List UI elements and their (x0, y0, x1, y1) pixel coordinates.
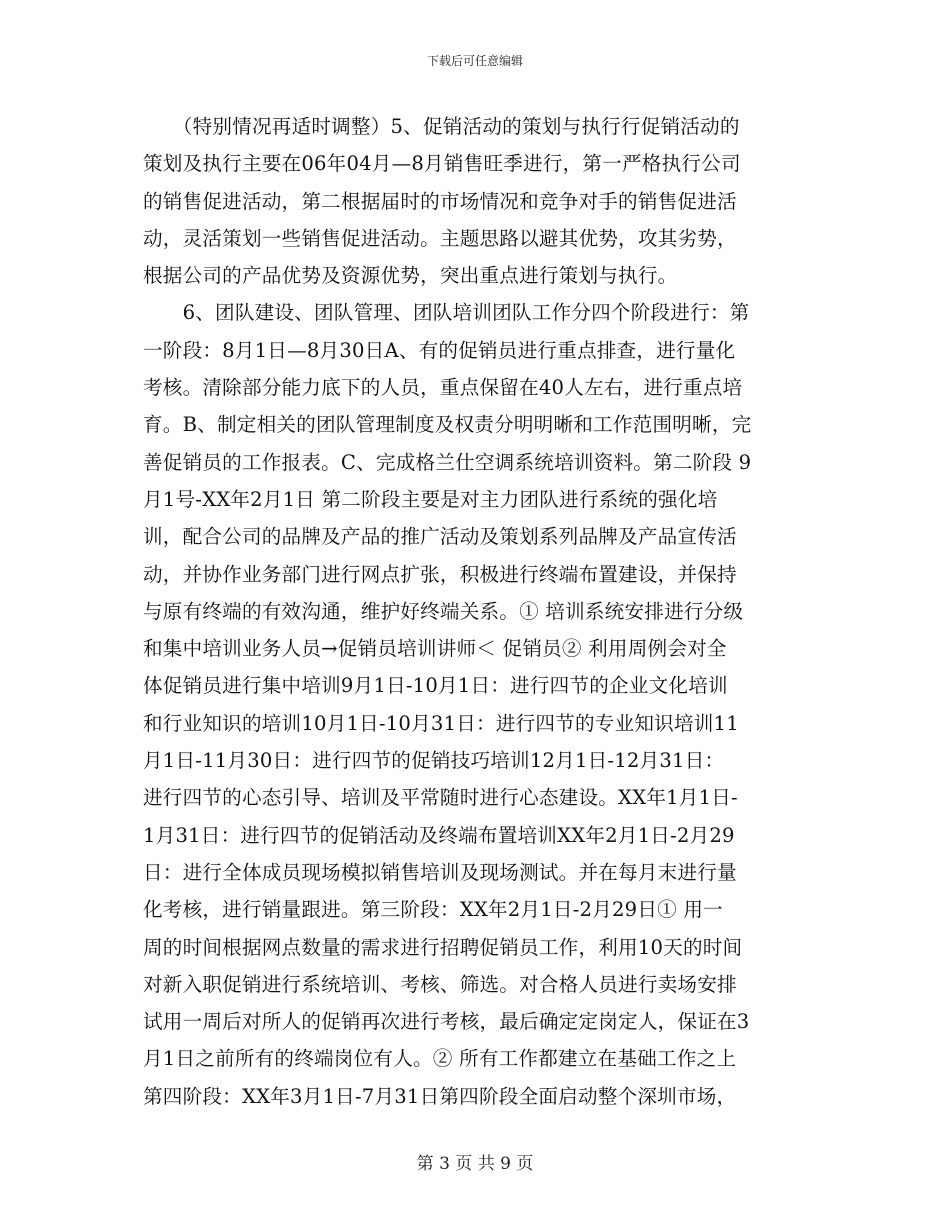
document-body (143, 108, 813, 1115)
text-line: 训，配合公司的品牌及产品的推广活动及策划系列品牌及产品宣传活 (143, 525, 737, 549)
text-line: 对新入职促销进行系统培训、考核、筛选。对合格人员进行卖场安排 (143, 972, 737, 996)
text-line: 试用一周后对所人的促销再次进行考核，最后确定定岗定人，保证在3 (143, 1010, 750, 1034)
text-line: 6、团队建设、团队管理、团队培训团队工作分四个阶段进行：第 (143, 301, 750, 325)
text-line: 日：进行全体成员现场模拟销售培训及现场测试。并在每月末进行量 (143, 860, 737, 884)
text-line: 一阶段：8月1日—8月30日A、有的促销员进行重点排查，进行量化 (143, 338, 736, 362)
text-line: 进行四节的心态引导、培训及平常随时进行心态建设。XX年1月1日- (143, 786, 738, 810)
text-line: 周的时间根据网点数量的需求进行招聘促销员工作，利用10天的时间 (143, 935, 743, 959)
page-footer: 第 3 页 共 9 页 (416, 1154, 534, 1174)
text-line: 体促销员进行集中培训9月1日-10月1日：进行四节的企业文化培训 (143, 674, 728, 698)
text-line: 善促销员的工作报表。C、完成格兰仕空调系统培训资料。第二阶段 9 (143, 450, 752, 474)
text-line: （特别情况再适时调整）5、促销活动的策划与执行行促销活动的 (143, 115, 740, 138)
text-line: 与原有终端的有效沟通，维护好终端关系。① 培训系统安排进行分级 (143, 599, 744, 623)
text-line: 月1日-11月30日：进行四节的促销技巧培训12月1日-12月31日： (143, 749, 725, 773)
text-line: 的销售促进活动，第二根据届时的市场情况和竞争对手的销售促进活 (143, 189, 737, 213)
text-line: 根据公司的产品优势及资源优势，突出重点进行策划与执行。 (143, 264, 678, 288)
text-line: 月1日之前所有的终端岗位有人。② 所有工作都建立在基础工作之上 (143, 1047, 737, 1071)
text-line: 策划及执行主要在06年04月—8月销售旺季进行，第一严格执行公司 (143, 152, 741, 176)
text-line: 第四阶段：XX年3月1日-7月31日第四阶段全面启动整个深圳市场， (143, 1084, 737, 1108)
text-line: 动，并协作业务部门进行网点扩张，积极进行终端布置建设，并保持 (143, 562, 737, 586)
text-line: 月1号-XX年2月1日 第二阶段主要是对主力团队进行系统的强化培 (143, 487, 718, 511)
text-line: 化考核，进行销量跟进。第三阶段：XX年2月1日-2月29日① 用一 (143, 898, 723, 922)
text-line: 和集中培训业务人员→促销员培训讲师＜ 促销员② 利用周例会对全 (143, 637, 727, 661)
text-line: 动，灵活策划一些销售促进活动。主题思路以避其优势，攻其劣势， (143, 226, 737, 250)
text-line: 考核。清除部分能力底下的人员，重点保留在40人左右，进行重点培 (143, 376, 743, 400)
page-header: 下载后可任意编辑 (426, 54, 523, 68)
text-line: 1月31日：进行四节的促销活动及终端布置培训XX年2月1日-2月29 (143, 823, 735, 847)
text-line: 和行业知识的培训10月1日-10月31日：进行四节的专业知识培训11 (143, 711, 739, 735)
text-line: 育。B、制定相关的团队管理制度及权责分明明晰和工作范围明晰，完 (143, 413, 752, 437)
